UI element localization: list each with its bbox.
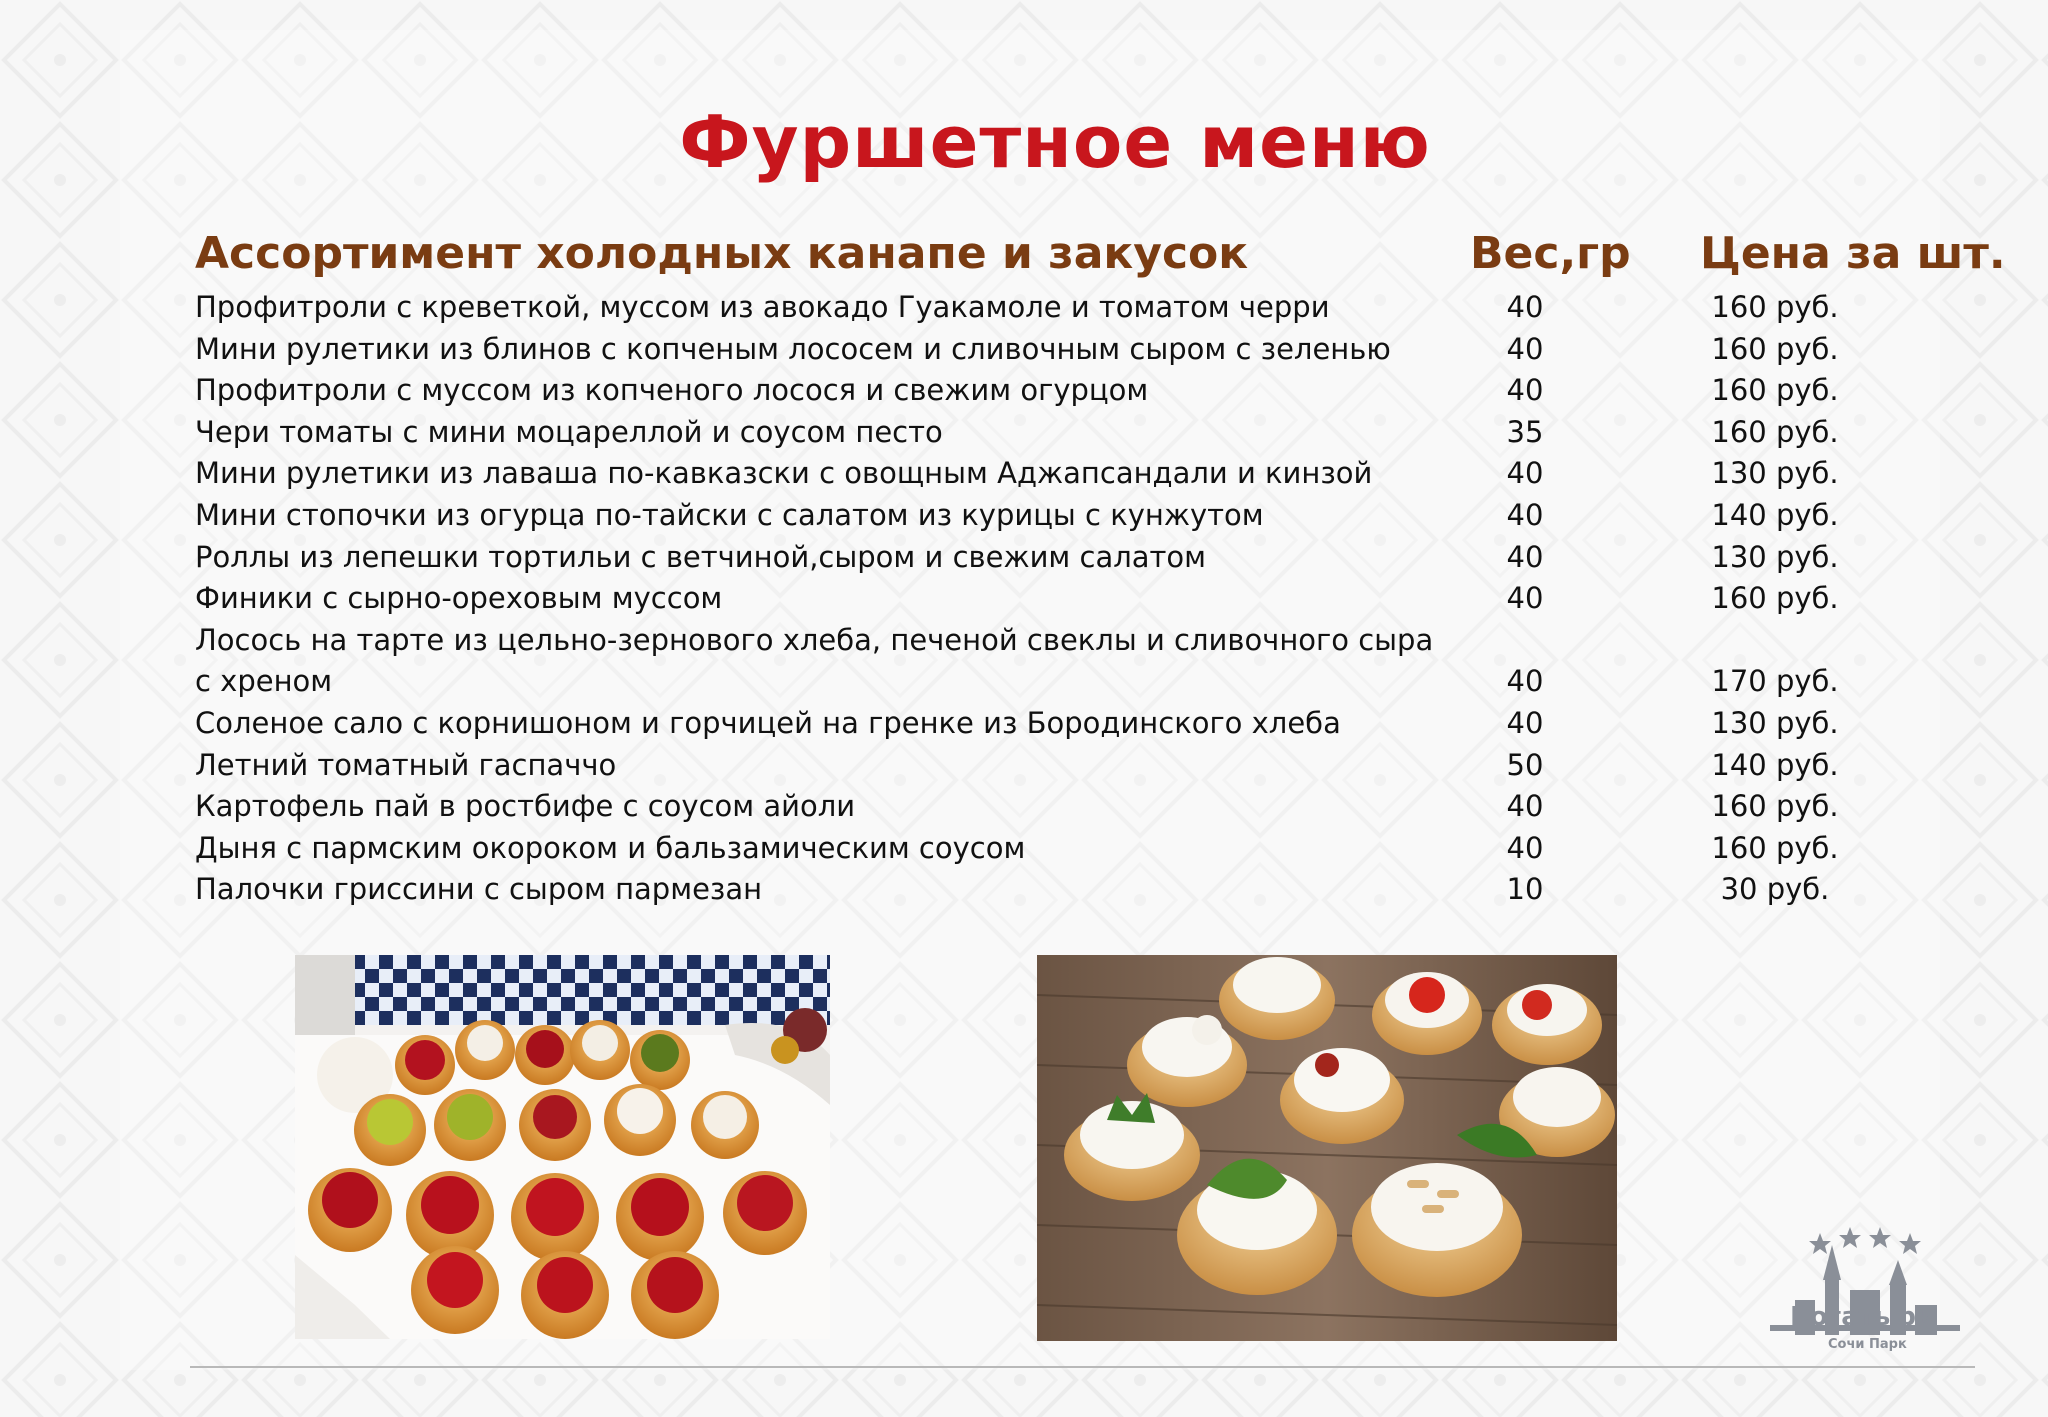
menu-item — [0, 581, 2048, 623]
item-name: Летний томатный гаспаччо — [195, 747, 617, 782]
item-name: Дыня с пармским окороком и бальзамическим соусом — [195, 830, 1026, 865]
menu-item-continuation — [0, 664, 2048, 706]
menu-item — [0, 290, 2048, 332]
item-name: Роллы из лепешки тортильи с ветчиной,сыром и свежим салатом — [195, 539, 1207, 574]
item-name: Чери томаты с мини моцареллой и соусом песто — [195, 414, 943, 449]
item-price: 130 руб. — [1711, 539, 1839, 574]
item-price: 140 руб. — [1711, 497, 1839, 532]
item-name: Соленое сало с корнишоном и горчицей на гренке из Бородинского хлеба — [195, 705, 1341, 740]
item-name: Финики с сырно-ореховым муссом — [195, 581, 723, 616]
item-weight: 40 — [1506, 497, 1544, 532]
photo-canapes — [1037, 955, 1617, 1341]
menu-item — [0, 789, 2048, 831]
item-price: 160 руб. — [1711, 290, 1839, 324]
menu-item — [0, 373, 2048, 415]
item-price: 160 руб. — [1711, 830, 1839, 865]
item-price: 140 руб. — [1711, 747, 1839, 782]
bogatyr-logo-icon — [1765, 1225, 1965, 1355]
item-name: Мини рулетики из лаваша по-кавказски с овощным Аджапсандали и кинзой — [195, 456, 1373, 491]
column-header-price: Цена за шт. — [1700, 228, 2006, 279]
item-weight: 40 — [1506, 373, 1544, 408]
column-header-weight: Вес,гр — [1470, 228, 1631, 279]
item-price: 160 руб. — [1711, 373, 1839, 408]
item-price: 130 руб. — [1711, 456, 1839, 491]
item-weight: 40 — [1506, 830, 1544, 865]
item-weight: 40 — [1506, 789, 1544, 824]
item-weight: 40 — [1506, 290, 1544, 324]
item-weight: 40 — [1506, 456, 1544, 491]
fruit-tartlets-image — [295, 955, 830, 1339]
item-price: 160 руб. — [1711, 331, 1839, 366]
item-weight: 50 — [1506, 747, 1544, 782]
item-name: Профитроли с муссом из копченого лосося и свежим огурцом — [195, 373, 1149, 408]
logo-subtitle: Сочи Парк — [1828, 1337, 1907, 1352]
menu-item — [0, 540, 2048, 582]
logo-name: Богатырь — [1790, 1302, 1933, 1332]
menu-item — [0, 332, 2048, 374]
menu-item — [0, 415, 2048, 457]
item-price: 130 руб. — [1711, 705, 1839, 740]
footer-divider — [190, 1366, 1975, 1368]
item-weight: 35 — [1506, 414, 1544, 449]
item-name: Палочки гриссини с сыром пармезан — [195, 872, 763, 907]
menu-item — [0, 872, 2048, 914]
menu-items-list — [0, 290, 2048, 914]
item-price: 160 руб. — [1711, 581, 1839, 616]
item-name: Мини стопочки из огурца по-тайски с салатом из курицы с кунжутом — [195, 497, 1264, 532]
menu-item — [0, 831, 2048, 873]
item-weight: 10 — [1506, 872, 1544, 907]
item-weight: 40 — [1506, 705, 1544, 740]
item-price: 160 руб. — [1711, 414, 1839, 449]
menu-item — [0, 498, 2048, 540]
item-weight: 40 — [1506, 581, 1544, 616]
item-name: Профитроли с креветкой, муссом из авокадо Гуакамоле и томатом черри — [195, 290, 1330, 324]
item-price: 170 руб. — [1711, 664, 1839, 699]
menu-title: Фуршетное меню — [679, 100, 1431, 184]
item-price: 30 руб. — [1720, 872, 1830, 907]
item-name: Мини рулетики из блинов с копченым лососем и сливочным сыром с зеленью — [195, 331, 1391, 366]
item-weight: 40 — [1506, 539, 1544, 574]
item-name-continuation: с хреном — [195, 664, 333, 699]
menu-item — [0, 748, 2048, 790]
item-name: Картофель пай в ростбифе с соусом айоли — [195, 789, 856, 824]
menu-item — [0, 456, 2048, 498]
item-price: 160 руб. — [1711, 789, 1839, 824]
menu-item — [0, 706, 2048, 748]
menu-item — [0, 623, 2048, 665]
section-header-name: Ассортимент холодных канапе и закусок — [195, 228, 1249, 279]
item-weight: 40 — [1506, 331, 1544, 366]
photo-fruit-tartlets — [295, 955, 830, 1339]
item-weight: 40 — [1506, 664, 1544, 699]
canapes-image — [1037, 955, 1617, 1341]
item-name: Лосось на тарте из цельно-зернового хлеба, печеной свеклы и сливочного сыра — [195, 622, 1434, 657]
